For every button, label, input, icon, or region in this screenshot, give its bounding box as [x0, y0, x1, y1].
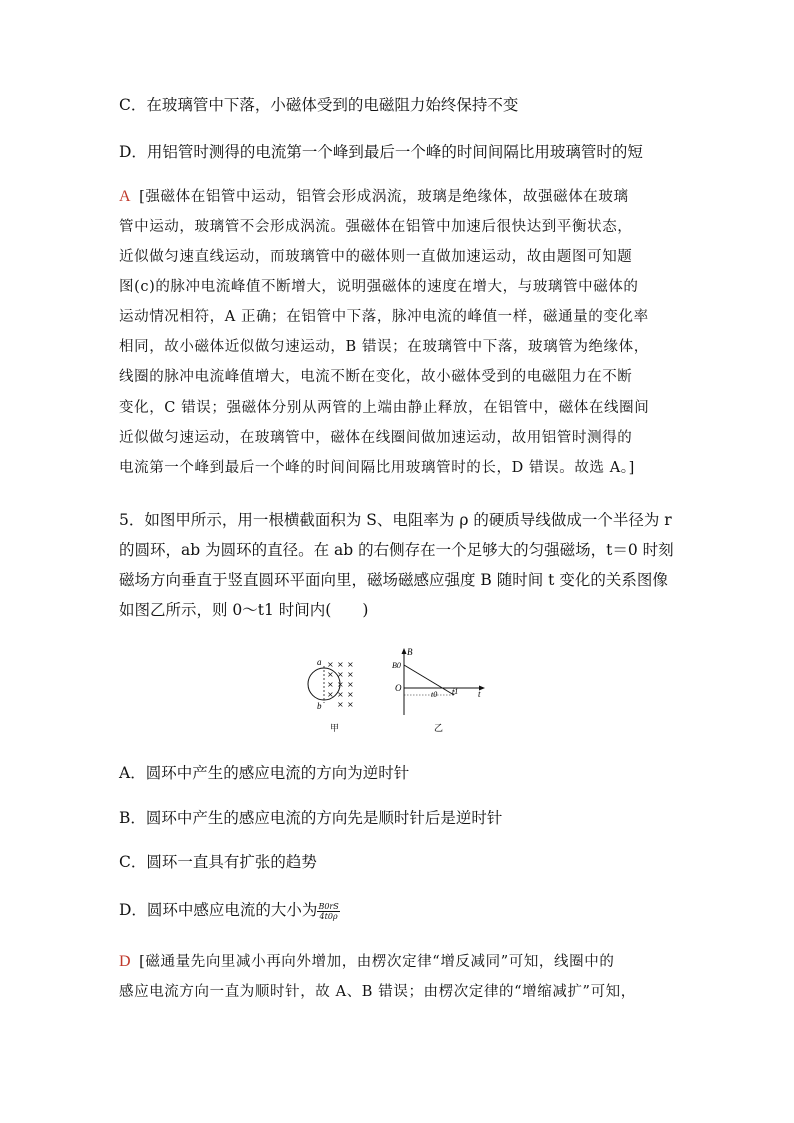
- figure-jia: [308, 657, 354, 734]
- cross: ×: [327, 690, 334, 699]
- cross: ×: [327, 660, 334, 669]
- cross: ×: [347, 680, 354, 689]
- question5-line-4: 如图乙所示，则 0～t1 时间内( ): [119, 601, 369, 619]
- cross: ×: [327, 680, 334, 689]
- option5-d: [119, 900, 340, 921]
- question5-line-2: 的圆环，ab 为圆环的直径。在 ab 的右侧存在一个足够大的匀强磁场，t＝0 时刻: [119, 541, 674, 559]
- magnetic-field-crosses: [327, 660, 354, 709]
- answer5-line-2: 感应电流方向一直为顺时针，故 A、B 错误；由楞次定律的“增缩减扩”可知，: [119, 984, 636, 1000]
- answer4-line-7: 线圈的脉冲电流峰值增大，电流不断在变化，故小磁体受到的电磁阻力在不断: [119, 369, 633, 385]
- option5-c: C．圆环一直具有扩张的趋势: [119, 853, 317, 871]
- answer4-line-3: 近似做匀速直线运动，而玻璃管中的磁体则一直做加速运动，故由题图可知题: [119, 249, 633, 265]
- label-O: O: [395, 683, 402, 693]
- fraction-denominator: 4t0ρ: [319, 911, 338, 921]
- cross: ×: [347, 660, 354, 669]
- answer4-line-2: 管中运动，玻璃管不会形成涡流。强磁体在铝管中加速后很快达到平衡状态，: [119, 219, 633, 235]
- label-B0: B0: [392, 661, 401, 670]
- cross: ×: [337, 660, 344, 669]
- cross: ×: [347, 670, 354, 679]
- answer4-line-4: 图(c)的脉冲电流峰值不断增大，说明强磁体的速度在增大，与玻璃管中磁体的: [119, 279, 639, 295]
- label-jia: 甲: [330, 724, 340, 734]
- question5-figure: [300, 643, 500, 743]
- answer5-line-1: [119, 952, 614, 972]
- answer4-text-1: [强磁体在铝管中运动，铝管会形成涡流，玻璃是绝缘体，故强磁体在玻璃: [139, 189, 629, 205]
- question5-line-3: 磁场方向垂直于竖直圆环平面向里，磁场磁感应强度 B 随时间 t 变化的关系图像: [119, 571, 668, 589]
- answer4-line-1: [119, 187, 629, 207]
- answer5-text-1: [磁通量先向里减小再向外增加，由楞次定律“增反减同”可知，线圈中的: [139, 954, 615, 970]
- cross: ×: [337, 680, 344, 689]
- option5-a: A．圆环中产生的感应电流的方向为逆时针: [119, 764, 410, 782]
- cross: ×: [327, 670, 334, 679]
- label-t-axis: t: [478, 689, 481, 699]
- option-c-prev: C．在玻璃管中下落，小磁体受到的电磁阻力始终保持不变: [119, 96, 519, 114]
- option5-b: B．圆环中产生的感应电流的方向先是顺时针后是逆时针: [119, 809, 503, 827]
- fraction-numerator: B0rS: [318, 901, 339, 911]
- cross: ×: [347, 700, 354, 709]
- label-b: b: [317, 701, 322, 711]
- current-fraction: [317, 902, 339, 921]
- label-t0: t0: [431, 690, 438, 699]
- figure-yi: [392, 647, 485, 734]
- answer4-line-9: 近似做匀速运动，在玻璃管中，磁体在线圈间做加速运动，故用铝管时测得的: [119, 430, 633, 446]
- cross: ×: [337, 670, 344, 679]
- label-yi: 乙: [434, 724, 444, 734]
- label-a: a: [317, 657, 322, 667]
- cross: ×: [347, 690, 354, 699]
- cross: ×: [337, 700, 344, 709]
- b-t-line: [404, 665, 454, 695]
- label-t1: t1: [452, 687, 459, 696]
- question5-line-1: 5．如图甲所示，用一根横截面积为 S、电阻率为 ρ 的硬质导线做成一个半径为 r: [119, 511, 672, 529]
- cross: ×: [337, 690, 344, 699]
- figure-svg: [300, 643, 500, 743]
- answer4-line-10: 电流第一个峰到最后一个峰的时间间隔比用玻璃管时的长，D 错误。故选 A。]: [119, 460, 635, 476]
- answer4-line-8: 变化，C 错误；强磁体分别从两管的上端由静止释放，在铝管中，磁体在线圈间: [119, 400, 650, 416]
- label-B-axis: B: [407, 647, 413, 657]
- answer4-line-6: 相同，故小磁体近似做匀速运动，B 错误；在玻璃管中下落，玻璃管为绝缘体，: [119, 339, 649, 355]
- option-d-prev: D．用铝管时测得的电流第一个峰到最后一个峰的时间间隔比用玻璃管时的短: [119, 143, 643, 161]
- b-axis-arrow: [402, 648, 407, 654]
- answer4-key: A: [119, 188, 132, 205]
- answer5-key: D: [119, 953, 132, 970]
- option5-d-text: D．圆环中感应电流的大小为: [119, 901, 318, 919]
- answer4-line-5: 运动情况相符，A 正确；在铝管中下落，脉冲电流的峰值一样，磁通量的变化率: [119, 309, 649, 325]
